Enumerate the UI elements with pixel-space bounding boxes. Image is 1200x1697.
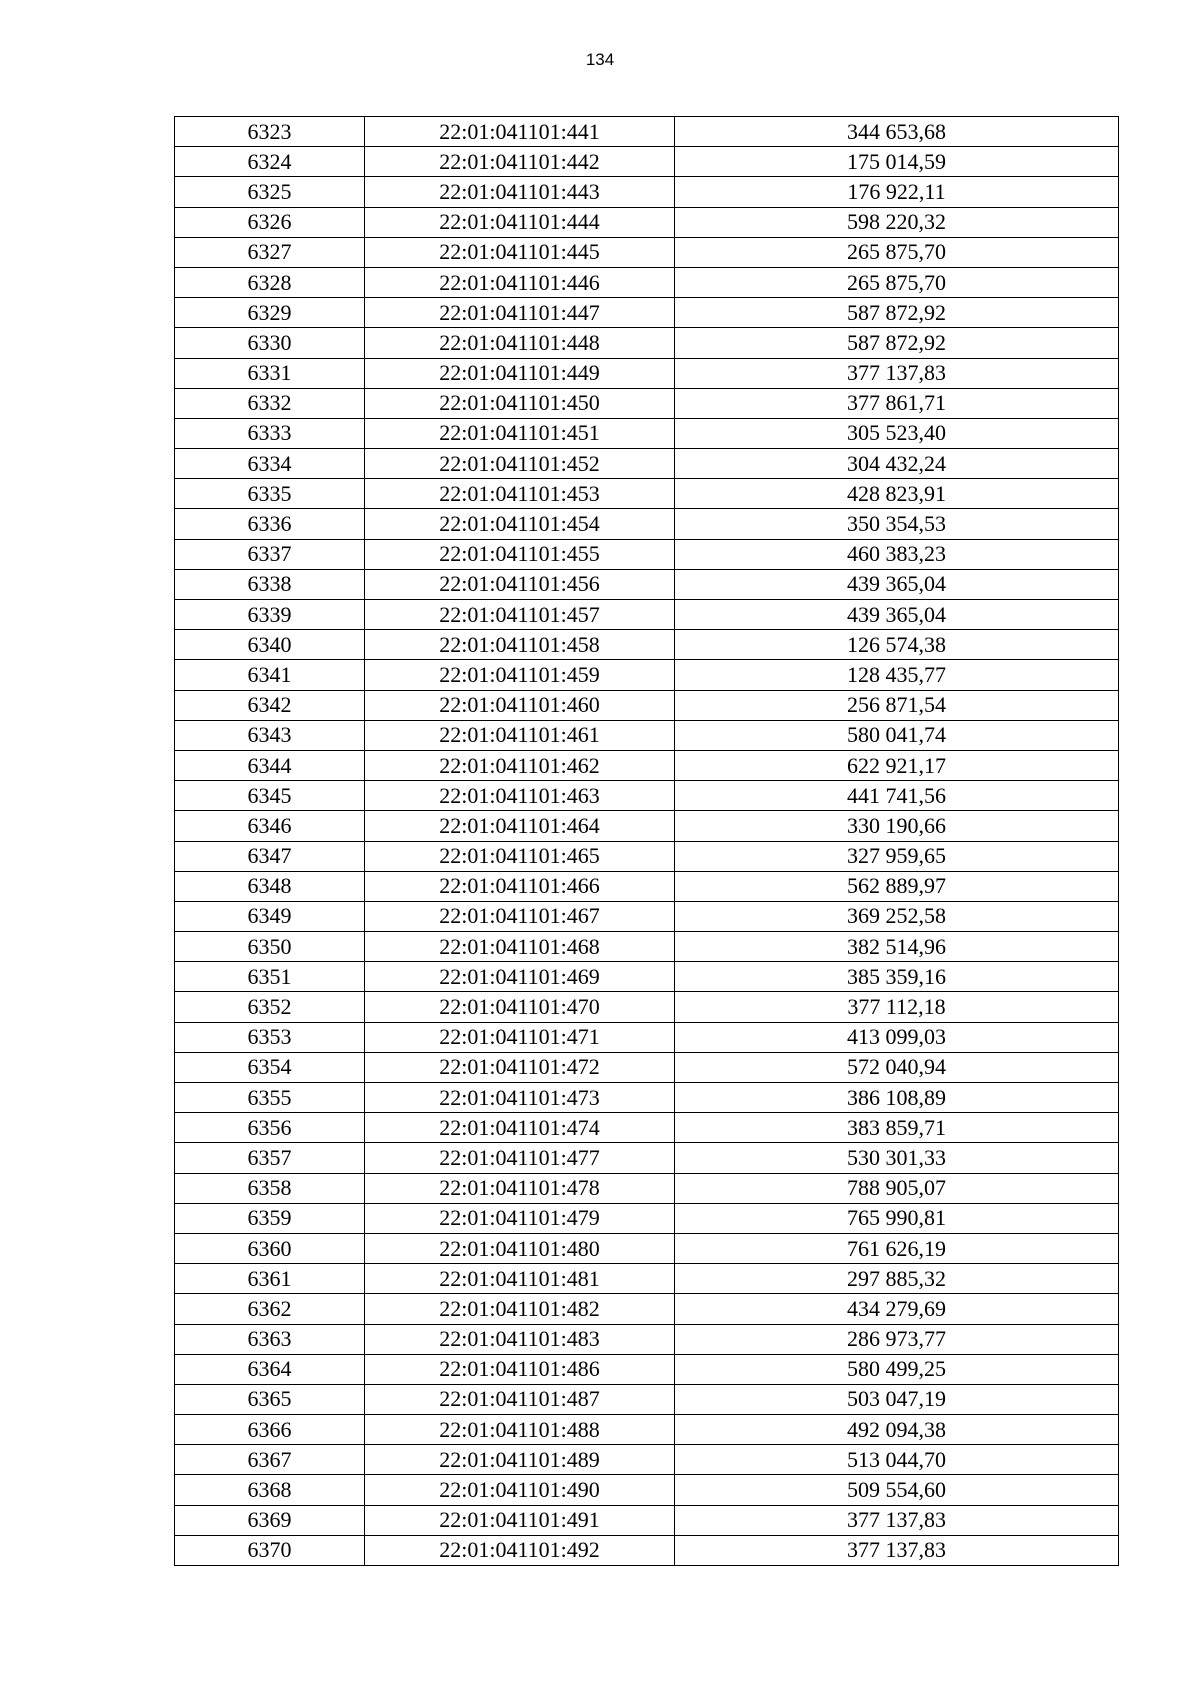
value-cell: 587 872,92 (675, 328, 1119, 358)
row-number-cell: 6339 (175, 600, 365, 630)
table-row (175, 901, 1119, 931)
cadastral-number-cell: 22:01:041101:467 (365, 901, 675, 931)
cadastral-number-cell: 22:01:041101:480 (365, 1233, 675, 1263)
row-number-cell: 6326 (175, 207, 365, 237)
row-number-cell: 6350 (175, 932, 365, 962)
table-row (175, 660, 1119, 690)
row-number-cell: 6337 (175, 539, 365, 569)
table-row (175, 1475, 1119, 1505)
page-number: 134 (585, 50, 615, 69)
value-cell: 377 137,83 (675, 1505, 1119, 1535)
row-number-cell: 6332 (175, 388, 365, 418)
row-number-cell: 6347 (175, 841, 365, 871)
table-row (175, 328, 1119, 358)
table-row (175, 569, 1119, 599)
value-cell: 513 044,70 (675, 1445, 1119, 1475)
row-number-cell: 6343 (175, 720, 365, 750)
value-cell: 377 112,18 (675, 992, 1119, 1022)
table-row (175, 1535, 1119, 1565)
row-number-cell: 6351 (175, 962, 365, 992)
table-row (175, 1022, 1119, 1052)
value-cell: 176 922,11 (675, 177, 1119, 207)
table-row (175, 479, 1119, 509)
value-cell: 413 099,03 (675, 1022, 1119, 1052)
cadastral-number-cell: 22:01:041101:490 (365, 1475, 675, 1505)
row-number-cell: 6338 (175, 569, 365, 599)
table-row (175, 932, 1119, 962)
cadastral-number-cell: 22:01:041101:469 (365, 962, 675, 992)
cadastral-number-cell: 22:01:041101:470 (365, 992, 675, 1022)
table-row (175, 117, 1119, 147)
cadastral-number-cell: 22:01:041101:488 (365, 1415, 675, 1445)
value-cell: 572 040,94 (675, 1052, 1119, 1082)
value-cell: 175 014,59 (675, 147, 1119, 177)
cadastral-number-cell: 22:01:041101:483 (365, 1324, 675, 1354)
cadastral-number-cell: 22:01:041101:460 (365, 690, 675, 720)
registry-table-body (175, 117, 1119, 1566)
table-row (175, 630, 1119, 660)
table-row (175, 539, 1119, 569)
table-row (175, 1264, 1119, 1294)
cadastral-number-cell: 22:01:041101:461 (365, 720, 675, 750)
value-cell: 377 137,83 (675, 358, 1119, 388)
cadastral-number-cell: 22:01:041101:462 (365, 750, 675, 780)
value-cell: 377 137,83 (675, 1535, 1119, 1565)
table-row (175, 1324, 1119, 1354)
cadastral-number-cell: 22:01:041101:452 (365, 449, 675, 479)
value-cell: 492 094,38 (675, 1415, 1119, 1445)
table-row (175, 147, 1119, 177)
value-cell: 761 626,19 (675, 1233, 1119, 1263)
value-cell: 562 889,97 (675, 871, 1119, 901)
cadastral-number-cell: 22:01:041101:451 (365, 418, 675, 448)
value-cell: 382 514,96 (675, 932, 1119, 962)
table-row (175, 992, 1119, 1022)
table-row (175, 1113, 1119, 1143)
table-row (175, 1083, 1119, 1113)
row-number-cell: 6357 (175, 1143, 365, 1173)
table-row (175, 781, 1119, 811)
cadastral-number-cell: 22:01:041101:482 (365, 1294, 675, 1324)
value-cell: 598 220,32 (675, 207, 1119, 237)
cadastral-number-cell: 22:01:041101:486 (365, 1354, 675, 1384)
cadastral-number-cell: 22:01:041101:454 (365, 509, 675, 539)
row-number-cell: 6346 (175, 811, 365, 841)
table-row (175, 871, 1119, 901)
value-cell: 330 190,66 (675, 811, 1119, 841)
value-cell: 350 354,53 (675, 509, 1119, 539)
row-number-cell: 6328 (175, 267, 365, 297)
row-number-cell: 6349 (175, 901, 365, 931)
row-number-cell: 6340 (175, 630, 365, 660)
value-cell: 297 885,32 (675, 1264, 1119, 1294)
row-number-cell: 6352 (175, 992, 365, 1022)
row-number-cell: 6354 (175, 1052, 365, 1082)
table-row (175, 449, 1119, 479)
row-number-cell: 6341 (175, 660, 365, 690)
row-number-cell: 6361 (175, 1264, 365, 1294)
row-number-cell: 6336 (175, 509, 365, 539)
table-row (175, 811, 1119, 841)
cadastral-number-cell: 22:01:041101:448 (365, 328, 675, 358)
cadastral-number-cell: 22:01:041101:471 (365, 1022, 675, 1052)
row-number-cell: 6335 (175, 479, 365, 509)
table-row (175, 720, 1119, 750)
cadastral-number-cell: 22:01:041101:441 (365, 117, 675, 147)
table-row (175, 177, 1119, 207)
value-cell: 428 823,91 (675, 479, 1119, 509)
table-row (175, 690, 1119, 720)
value-cell: 386 108,89 (675, 1083, 1119, 1113)
cadastral-number-cell: 22:01:041101:468 (365, 932, 675, 962)
row-number-cell: 6368 (175, 1475, 365, 1505)
cadastral-number-cell: 22:01:041101:474 (365, 1113, 675, 1143)
table-row (175, 1294, 1119, 1324)
value-cell: 788 905,07 (675, 1173, 1119, 1203)
row-number-cell: 6329 (175, 298, 365, 328)
cadastral-number-cell: 22:01:041101:466 (365, 871, 675, 901)
cadastral-number-cell: 22:01:041101:465 (365, 841, 675, 871)
table-row (175, 1052, 1119, 1082)
value-cell: 126 574,38 (675, 630, 1119, 660)
row-number-cell: 6333 (175, 418, 365, 448)
value-cell: 256 871,54 (675, 690, 1119, 720)
cadastral-number-cell: 22:01:041101:458 (365, 630, 675, 660)
value-cell: 369 252,58 (675, 901, 1119, 931)
table-row (175, 1505, 1119, 1535)
row-number-cell: 6359 (175, 1203, 365, 1233)
row-number-cell: 6324 (175, 147, 365, 177)
row-number-cell: 6366 (175, 1415, 365, 1445)
cadastral-number-cell: 22:01:041101:463 (365, 781, 675, 811)
row-number-cell: 6360 (175, 1233, 365, 1263)
cadastral-number-cell: 22:01:041101:492 (365, 1535, 675, 1565)
cadastral-number-cell: 22:01:041101:491 (365, 1505, 675, 1535)
value-cell: 765 990,81 (675, 1203, 1119, 1233)
value-cell: 434 279,69 (675, 1294, 1119, 1324)
row-number-cell: 6331 (175, 358, 365, 388)
cadastral-number-cell: 22:01:041101:489 (365, 1445, 675, 1475)
cadastral-number-cell: 22:01:041101:481 (365, 1264, 675, 1294)
value-cell: 327 959,65 (675, 841, 1119, 871)
cadastral-number-cell: 22:01:041101:449 (365, 358, 675, 388)
table-row (175, 962, 1119, 992)
table-row (175, 600, 1119, 630)
table-row (175, 1354, 1119, 1384)
value-cell: 439 365,04 (675, 600, 1119, 630)
cadastral-number-cell: 22:01:041101:487 (365, 1384, 675, 1414)
registry-table (174, 116, 1119, 1566)
row-number-cell: 6353 (175, 1022, 365, 1052)
row-number-cell: 6362 (175, 1294, 365, 1324)
cadastral-number-cell: 22:01:041101:459 (365, 660, 675, 690)
table-row (175, 750, 1119, 780)
cadastral-number-cell: 22:01:041101:445 (365, 237, 675, 267)
row-number-cell: 6334 (175, 449, 365, 479)
cadastral-number-cell: 22:01:041101:464 (365, 811, 675, 841)
row-number-cell: 6358 (175, 1173, 365, 1203)
table-row (175, 509, 1119, 539)
table-row (175, 1445, 1119, 1475)
row-number-cell: 6365 (175, 1384, 365, 1414)
value-cell: 580 499,25 (675, 1354, 1119, 1384)
cadastral-number-cell: 22:01:041101:450 (365, 388, 675, 418)
value-cell: 509 554,60 (675, 1475, 1119, 1505)
value-cell: 385 359,16 (675, 962, 1119, 992)
table-row (175, 1384, 1119, 1414)
cadastral-number-cell: 22:01:041101:444 (365, 207, 675, 237)
value-cell: 530 301,33 (675, 1143, 1119, 1173)
row-number-cell: 6348 (175, 871, 365, 901)
cadastral-number-cell: 22:01:041101:443 (365, 177, 675, 207)
value-cell: 460 383,23 (675, 539, 1119, 569)
row-number-cell: 6355 (175, 1083, 365, 1113)
value-cell: 383 859,71 (675, 1113, 1119, 1143)
value-cell: 439 365,04 (675, 569, 1119, 599)
value-cell: 580 041,74 (675, 720, 1119, 750)
value-cell: 503 047,19 (675, 1384, 1119, 1414)
row-number-cell: 6364 (175, 1354, 365, 1384)
cadastral-number-cell: 22:01:041101:456 (365, 569, 675, 599)
cadastral-number-cell: 22:01:041101:457 (365, 600, 675, 630)
table-row (175, 207, 1119, 237)
row-number-cell: 6369 (175, 1505, 365, 1535)
cadastral-number-cell: 22:01:041101:478 (365, 1173, 675, 1203)
table-row (175, 841, 1119, 871)
value-cell: 377 861,71 (675, 388, 1119, 418)
value-cell: 265 875,70 (675, 237, 1119, 267)
row-number-cell: 6367 (175, 1445, 365, 1475)
table-row (175, 1203, 1119, 1233)
cadastral-number-cell: 22:01:041101:472 (365, 1052, 675, 1082)
table-row (175, 1415, 1119, 1445)
row-number-cell: 6325 (175, 177, 365, 207)
table-row (175, 388, 1119, 418)
table-row (175, 358, 1119, 388)
cadastral-number-cell: 22:01:041101:453 (365, 479, 675, 509)
value-cell: 344 653,68 (675, 117, 1119, 147)
value-cell: 304 432,24 (675, 449, 1119, 479)
row-number-cell: 6344 (175, 750, 365, 780)
table-row (175, 1233, 1119, 1263)
value-cell: 128 435,77 (675, 660, 1119, 690)
table-row (175, 1173, 1119, 1203)
value-cell: 305 523,40 (675, 418, 1119, 448)
row-number-cell: 6323 (175, 117, 365, 147)
table-row (175, 418, 1119, 448)
row-number-cell: 6327 (175, 237, 365, 267)
value-cell: 441 741,56 (675, 781, 1119, 811)
table-row (175, 1143, 1119, 1173)
cadastral-number-cell: 22:01:041101:473 (365, 1083, 675, 1113)
cadastral-number-cell: 22:01:041101:477 (365, 1143, 675, 1173)
value-cell: 622 921,17 (675, 750, 1119, 780)
cadastral-number-cell: 22:01:041101:446 (365, 267, 675, 297)
row-number-cell: 6345 (175, 781, 365, 811)
table-row (175, 298, 1119, 328)
row-number-cell: 6363 (175, 1324, 365, 1354)
cadastral-number-cell: 22:01:041101:455 (365, 539, 675, 569)
row-number-cell: 6370 (175, 1535, 365, 1565)
cadastral-number-cell: 22:01:041101:447 (365, 298, 675, 328)
row-number-cell: 6356 (175, 1113, 365, 1143)
value-cell: 265 875,70 (675, 267, 1119, 297)
row-number-cell: 6330 (175, 328, 365, 358)
cadastral-number-cell: 22:01:041101:442 (365, 147, 675, 177)
table-row (175, 267, 1119, 297)
table-row (175, 237, 1119, 267)
row-number-cell: 6342 (175, 690, 365, 720)
cadastral-number-cell: 22:01:041101:479 (365, 1203, 675, 1233)
value-cell: 587 872,92 (675, 298, 1119, 328)
value-cell: 286 973,77 (675, 1324, 1119, 1354)
